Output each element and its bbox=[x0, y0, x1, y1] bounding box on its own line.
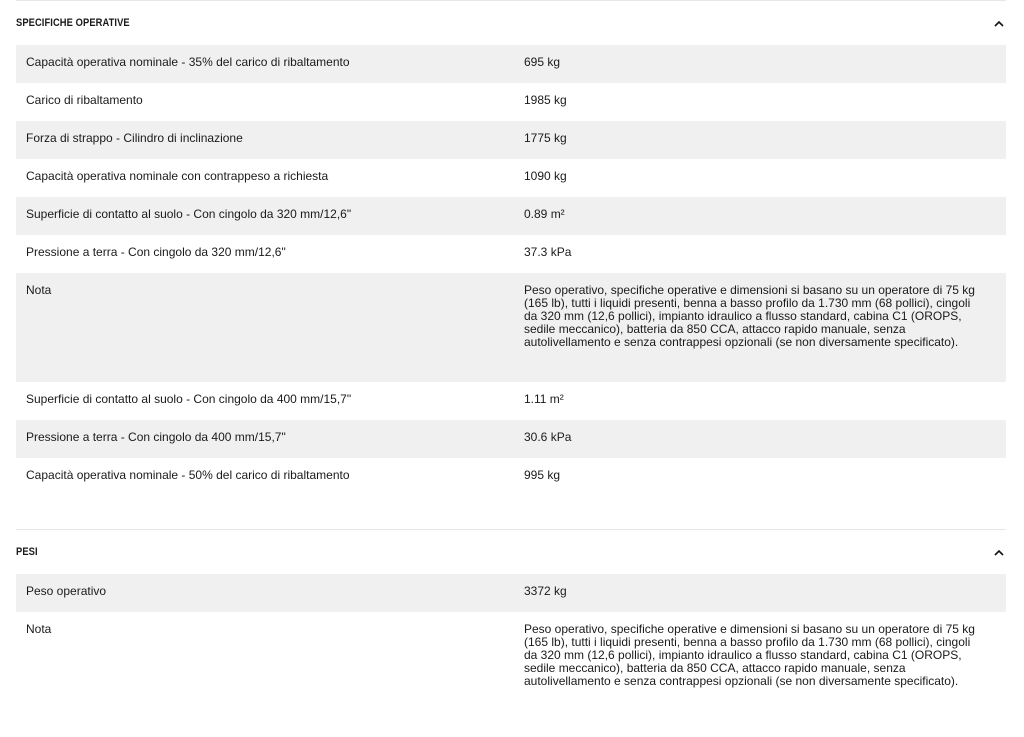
table-row bbox=[16, 612, 1006, 721]
table-row bbox=[16, 159, 1006, 197]
row-label: Forza di strappo - Cilindro di inclinazione bbox=[26, 131, 243, 145]
row-label: Nota bbox=[26, 283, 52, 297]
row-label: Superficie di contatto al suolo - Con cingolo da 320 mm/12,6" bbox=[26, 207, 352, 221]
section-weights bbox=[0, 530, 1024, 721]
chevron-up-icon[interactable] bbox=[992, 545, 1006, 559]
table-row bbox=[16, 235, 1006, 273]
table-row bbox=[16, 420, 1006, 458]
section-header-weights[interactable] bbox=[0, 530, 1024, 574]
row-label: Capacità operativa nominale - 35% del carico di ribaltamento bbox=[26, 55, 350, 69]
table-row bbox=[16, 121, 1006, 159]
table-row bbox=[16, 45, 1006, 83]
spec-table bbox=[16, 574, 1006, 721]
row-label: Superficie di contatto al suolo - Con cingolo da 400 mm/15,7" bbox=[26, 392, 352, 406]
row-value: 995 kg bbox=[524, 468, 561, 482]
row-value: 1985 kg bbox=[524, 93, 567, 107]
row-value: 0.89 m² bbox=[524, 207, 565, 221]
spec-table bbox=[16, 45, 1006, 496]
row-value: 1775 kg bbox=[524, 131, 567, 145]
row-value: 1090 kg bbox=[524, 169, 567, 183]
row-value: Peso operativo, specifiche operative e dimensioni si basano su un operatore di 75 kg (165 lb), tutti i liquidi presenti, benna a basso profilo da 1.730 mm (68 pollici), cingoli da 320 mm (12,6 pollici), impianto idraulico a flusso standard, cabina C1 (OROPS, sedile meccanico), batteria da 850 CCA, attacco rapido manuale, senza autolivellamento e senza contrappesi opzionali (se non diversamente specificato). bbox=[524, 622, 975, 688]
section-gap bbox=[0, 496, 1024, 529]
row-value: 3372 kg bbox=[524, 584, 567, 598]
chevron-up-icon[interactable] bbox=[992, 16, 1006, 30]
row-value: 1.11 m² bbox=[524, 392, 564, 406]
table-row bbox=[16, 273, 1006, 382]
section-header-operating-specs[interactable] bbox=[0, 1, 1024, 45]
table-row bbox=[16, 382, 1006, 420]
row-label: Peso operativo bbox=[26, 584, 107, 598]
table-row bbox=[16, 197, 1006, 235]
row-value: 695 kg bbox=[524, 55, 561, 69]
row-label: Capacità operativa nominale con contrappeso a richiesta bbox=[26, 169, 329, 183]
row-value: Peso operativo, specifiche operative e dimensioni si basano su un operatore di 75 kg (165 lb), tutti i liquidi presenti, benna a basso profilo da 1.730 mm (68 pollici), cingoli da 320 mm (12,6 pollici), impianto idraulico a flusso standard, cabina C1 (OROPS, sedile meccanico), batteria da 850 CCA, attacco rapido manuale, senza autolivellamento e senza contrappesi opzionali (se non diversamente specificato). bbox=[524, 283, 975, 349]
section-title: PESI bbox=[16, 546, 38, 558]
table-row bbox=[16, 458, 1006, 496]
row-value: 30.6 kPa bbox=[524, 430, 572, 444]
row-label: Carico di ribaltamento bbox=[26, 93, 143, 107]
row-label: Capacità operativa nominale - 50% del carico di ribaltamento bbox=[26, 468, 350, 482]
section-title: SPECIFICHE OPERATIVE bbox=[16, 17, 130, 29]
row-label: Nota bbox=[26, 622, 52, 636]
table-row bbox=[16, 574, 1006, 612]
row-value: 37.3 kPa bbox=[524, 245, 572, 259]
row-label: Pressione a terra - Con cingolo da 400 mm/15,7" bbox=[26, 430, 286, 444]
table-row bbox=[16, 83, 1006, 121]
row-label: Pressione a terra - Con cingolo da 320 mm/12,6" bbox=[26, 245, 286, 259]
section-operating-specs bbox=[0, 1, 1024, 529]
